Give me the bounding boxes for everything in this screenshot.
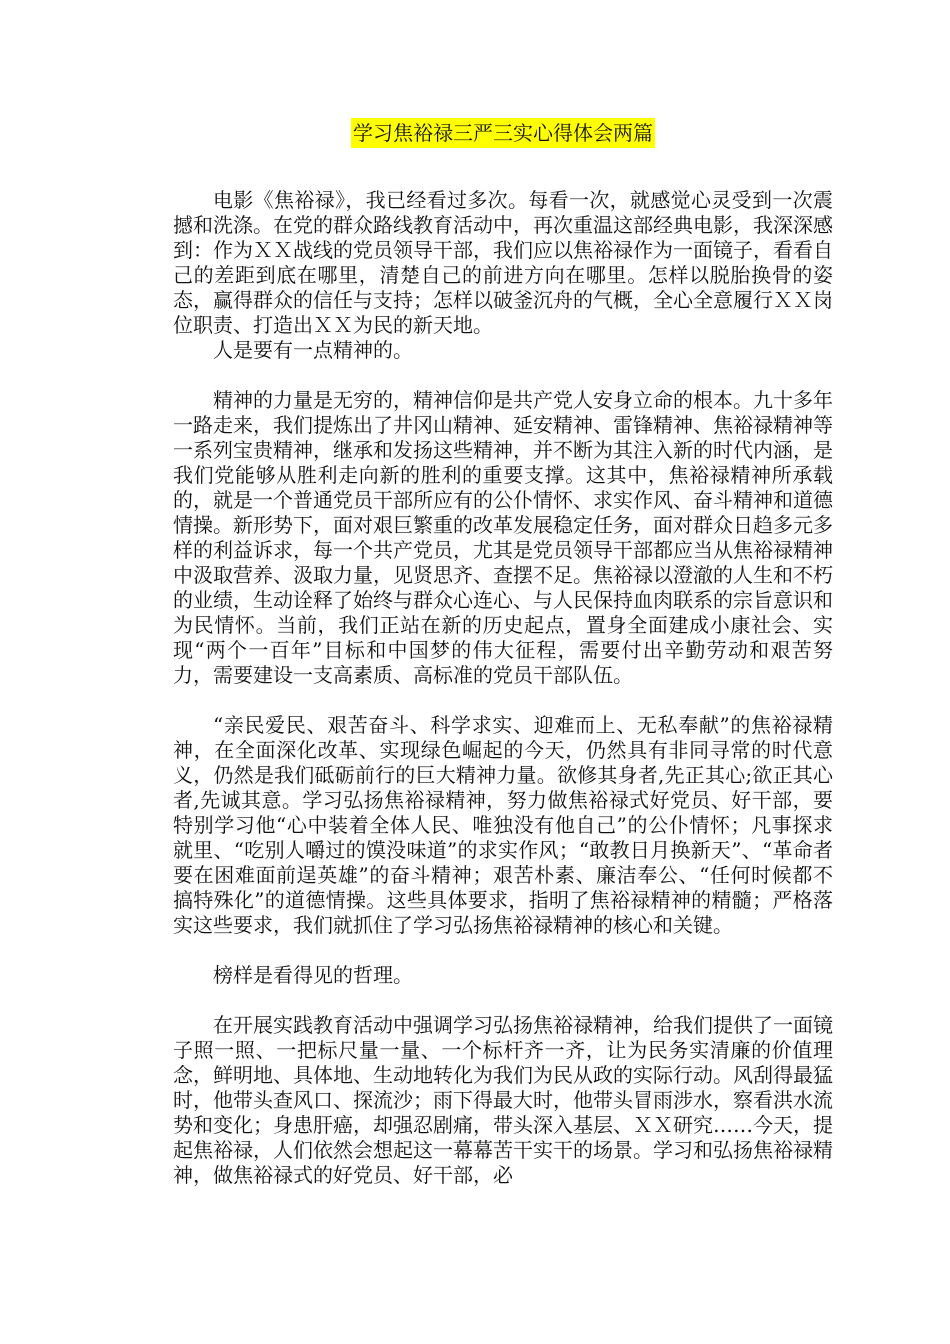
paragraph-4: “亲民爱民、艰苦奋斗、科学求实、迎难而上、无私奉献”的焦裕禄精神，在全面深化改革、实现绿色崛起的今天，仍然具有非同寻常的时代意义，仍然是我们砥砺前行的巨大精神力量。欲修其身者,先正其心;欲正其心者,先诚其意。学习弘扬焦裕禄精神，努力做焦裕禄式好党员、好干部，要特别学习他“心中装着全体人民、唯独没有他自己”的公仆情怀；凡事探求就里、“吃别人嚼过的馍没味道”的求实作风；“敢教日月换新天”、“革命者要在困难面前逞英雄”的奋斗精神；艰苦朴素、廉洁奉公、“任何时候都不搞特殊化”的道德情操。这些具体要求，指明了焦裕禄精神的精髓；严格落实这些要求，我们就抓住了学习弘扬焦裕禄精神的核心和关键。	[173, 713, 833, 937]
document-title: 学习焦裕禄三严三实心得体会两篇	[351, 118, 655, 148]
paragraph-gap	[173, 938, 833, 963]
paragraph-2: 人是要有一点精神的。	[213, 338, 413, 362]
paragraph-3: 精神的力量是无穷的，精神信仰是共产党人安身立命的根本。九十多年一路走来，我们提炼出了井冈山精神、延安精神、雷锋精神、焦裕禄精神等一系列宝贵精神，继承和发扬这些精神，并不断为其注入新的时代内涵，是我们党能够从胜利走向新的胜利的重要支撑。这其中，焦裕禄精神所承载的，就是一个普通党员干部所应有的公仆情怀、求实作风、奋斗精神和道德情操。新形势下，面对艰巨繁重的改革发展稳定任务，面对群众日趋多元多样的利益诉求，每一个共产党员，尤其是党员领导干部都应当从焦裕禄精神中汲取营养、汲取力量，见贤思齐、查摆不足。焦裕禄以澄澈的人生和不朽的业绩，生动诠释了始终与群众心连心、与人民保持血肉联系的宗旨意识和为民情怀。当前，我们正站在新的历史起点，置身全面建成小康社会、实现“两个一百年”目标和中国梦的伟大征程，需要付出辛勤劳动和艰苦努力，需要建设一支高素质、高标准的党员干部队伍。	[173, 388, 833, 687]
paragraph-6: 在开展实践教育活动中强调学习弘扬焦裕禄精神，给我们提供了一面镜子照一照、一把标尺量一量、一个标杆齐一齐，让为民务实清廉的价值理念，鲜明地、具体地、生动地转化为我们为民从政的实际行动。风刮得最猛时，他带头查风口、探流沙；雨下得最大时，他带头冒雨涉水，察看洪水流势和变化；身患肝癌，却强忍剧痛，带头深入基层、ＸＸ研究……今天，提起焦裕禄，人们依然会想起这一幕幕苦干实干的场景。学习和弘扬焦裕禄精神，做焦裕禄式的好党员、好干部，必	[173, 1013, 833, 1187]
document-page	[173, 118, 833, 1188]
paragraph-gap	[173, 688, 833, 713]
paragraph-5: 榜样是看得见的哲理。	[213, 963, 413, 987]
paragraph-gap	[173, 363, 833, 388]
title-wrap	[173, 118, 833, 148]
paragraph-1: 电影《焦裕禄》，我已经看过多次。每看一次，就感觉心灵受到一次震撼和洗涤。在党的群众路线教育活动中，再次重温这部经典电影，我深深感到：作为ＸＸ战线的党员领导干部，我们应以焦裕禄作为一面镜子，看看自己的差距到底在哪里，清楚自己的前进方向在哪里。怎样以脱胎换骨的姿态，赢得群众的信任与支持；怎样以破釜沉舟的气概，全心全意履行ＸＸ岗位职责、打造出ＸＸ为民的新天地。	[173, 188, 833, 337]
paragraph-gap	[173, 988, 833, 1013]
